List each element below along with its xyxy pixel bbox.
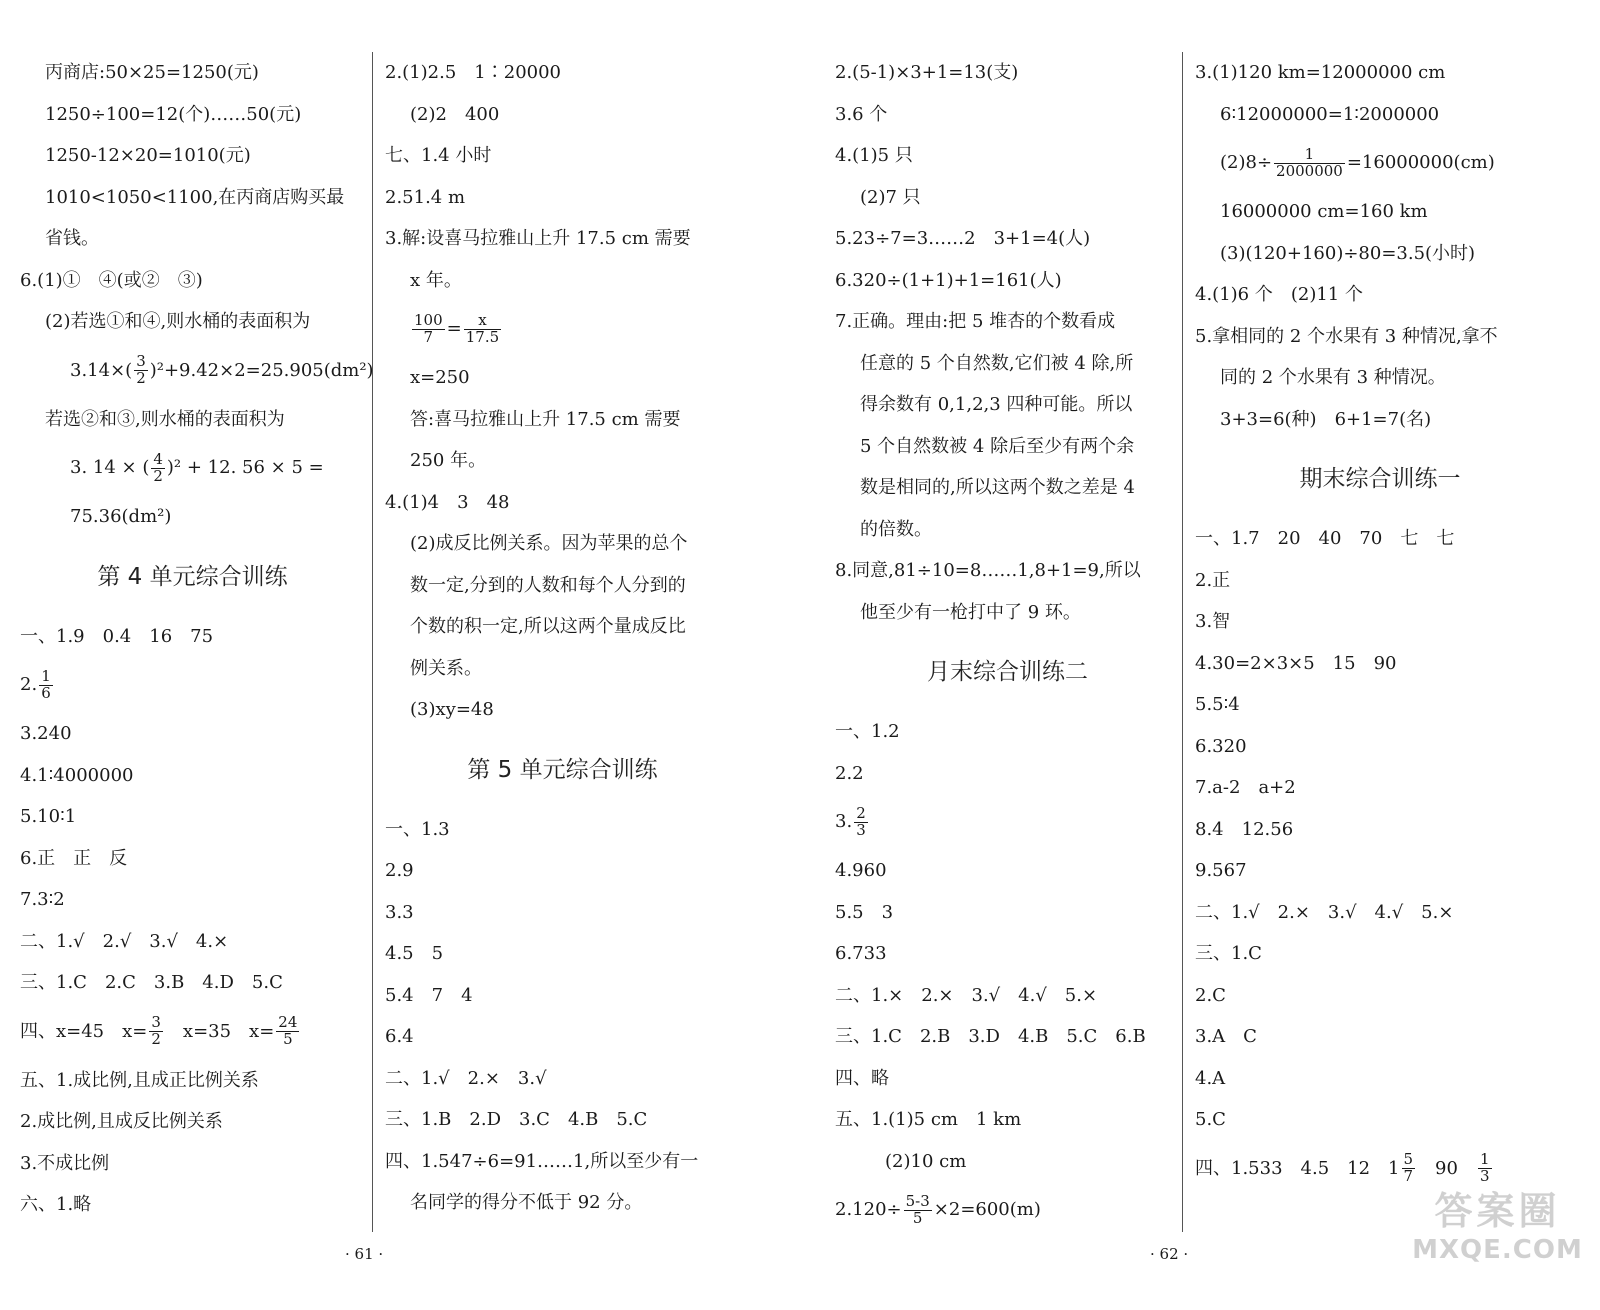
numerator: 5	[1403, 1150, 1414, 1169]
numerator: 24	[278, 1013, 298, 1032]
answer-line: 250 年。	[410, 450, 487, 471]
answer-line: 3.3	[385, 901, 414, 923]
answer-line: 六、1.略	[20, 1194, 92, 1215]
answer-line: 7.3∶2	[20, 889, 65, 910]
answer-line: 5.拿相同的 2 个水果有 3 种情况,拿不	[1195, 325, 1498, 347]
expression-text: =	[446, 318, 462, 339]
answer-line: 2.51.4 m	[385, 186, 466, 208]
answer-column-2	[385, 52, 740, 1224]
answer-line: 二、1.√ 2.√ 3.√ 4.×	[20, 930, 229, 952]
fraction	[904, 1191, 932, 1227]
answer-line: 6.(1)① ④(或② ③)	[20, 269, 203, 291]
answer-line: 7.a-2 a+2	[1195, 777, 1296, 798]
answer-line: 三、1.C 2.B 3.D 4.B 5.C 6.B	[835, 1026, 1146, 1047]
numerator: 5-3	[905, 1191, 930, 1210]
fraction	[464, 310, 501, 346]
answer-line: 一、1.7 20 40 70 七 七	[1195, 528, 1455, 549]
answer-line: 6∶12000000=1∶2000000	[1220, 103, 1440, 125]
answer-line: 数是相同的,所以这两个数之差是 4	[860, 477, 1135, 498]
section-title: 月末综合训练二	[927, 659, 1088, 685]
fraction	[134, 354, 148, 387]
answer-line: 6.320	[1195, 735, 1247, 757]
answer-line: 1010<1050<1100,在丙商店购买最	[45, 186, 345, 208]
section-title: 第 5 单元综合训练	[467, 756, 658, 783]
watermark-logo	[1410, 1180, 1585, 1280]
answer-line: 1250÷100=12(个)……50(元)	[45, 103, 302, 125]
answer-line: 四、略	[835, 1067, 889, 1089]
numerator: 100	[414, 310, 443, 329]
expression-text: 3. 14 × (	[70, 457, 150, 478]
answer-line: 二、1.√ 2.× 3.√ 4.√ 5.×	[1195, 901, 1454, 923]
answer-line: 3.智	[1195, 611, 1231, 632]
answer-line: 丙商店:50×25=1250(元)	[45, 62, 259, 83]
answer-line: 名同学的得分不低于 92 分。	[410, 1192, 643, 1213]
answer-line: 2.(1)2.5 1∶20000	[385, 62, 562, 83]
expression-text: 3.14×(	[70, 359, 133, 381]
expression-text: 90	[1417, 1157, 1476, 1179]
expression-text: 四、x=45 x=	[20, 1020, 148, 1042]
answer-line: 三、1.C	[1195, 943, 1262, 964]
answer-line	[20, 440, 365, 496]
column-divider	[1182, 52, 1183, 1232]
answer-line: (2)10 cm	[885, 1150, 967, 1172]
denominator: 2	[136, 369, 146, 387]
page-number-left: · 61 ·	[345, 1245, 384, 1263]
fraction	[149, 1015, 163, 1048]
answer-line: (3)xy=48	[410, 699, 494, 720]
numerator: 3	[136, 352, 146, 371]
fraction	[412, 310, 445, 346]
answer-line: 若选②和③,则水桶的表面积为	[45, 408, 285, 430]
answer-line: 4.(1)5 只	[835, 145, 913, 166]
answer-line: 8.4 12.56	[1195, 818, 1294, 840]
answer-line: 数一定,分到的人数和每个人分到的	[410, 574, 686, 596]
answer-line: 三、1.B 2.D 3.C 4.B 5.C	[385, 1109, 648, 1130]
denominator: 6	[41, 683, 51, 702]
section-title: 第 4 单元综合训练	[97, 563, 288, 590]
numerator: 2	[856, 803, 866, 822]
denominator: 3	[856, 820, 866, 839]
answer-line: 省钱。	[45, 228, 99, 249]
expression-text: x=35 x=	[164, 1020, 275, 1042]
answer-line: 3.解:设喜马拉雅山上升 17.5 cm 需要	[385, 228, 691, 249]
answer-line: 5 个自然数被 4 除后至少有两个余	[860, 435, 1135, 457]
answer-line: 一、1.2	[835, 721, 900, 742]
fraction	[1274, 144, 1345, 180]
answer-line: 例关系。	[410, 657, 482, 679]
denominator: 7	[1403, 1167, 1414, 1185]
answer-column-4	[1195, 52, 1565, 1197]
denominator: 2	[153, 466, 163, 485]
answer-line: 4.(1)4 3 48	[385, 491, 510, 513]
answer-line: 的倍数。	[860, 518, 932, 540]
answer-line: 4.960	[835, 860, 887, 881]
denominator: 5	[283, 1030, 293, 1048]
answer-line: 2.(5-1)×3+1=13(支)	[835, 62, 1019, 83]
denominator: 7	[423, 327, 434, 346]
answer-line: 8.同意,81÷10=8……1,8+1=9,所以	[835, 560, 1141, 581]
numerator: 4	[153, 449, 163, 468]
answer-line: (2)成反比例关系。因为苹果的总个	[410, 533, 688, 554]
numerator: 1	[1479, 1150, 1490, 1169]
answer-line: 3.(1)120 km=12000000 cm	[1195, 62, 1446, 83]
answer-line: 他至少有一枪打中了 9 环。	[860, 601, 1081, 623]
page-number-right: · 62 ·	[1150, 1245, 1189, 1263]
answer-line: 4.1∶4000000	[20, 764, 134, 786]
denominator: 17.5	[465, 327, 500, 346]
answer-line: (2)若选①和④,则水桶的表面积为	[45, 311, 311, 332]
answer-line: 个数的积一定,所以这两个量成反比	[410, 616, 686, 637]
answer-line	[20, 343, 374, 399]
answer-line: 5.23÷7=3……2 3+1=4(人)	[835, 228, 1091, 249]
answer-line: 6.正 正 反	[20, 847, 128, 869]
answer-line: 6.733	[835, 943, 887, 964]
numerator: 3	[151, 1013, 161, 1032]
denominator: 2	[151, 1030, 161, 1048]
answer-line	[20, 1004, 365, 1060]
answer-line: 9.567	[1195, 860, 1247, 881]
answer-line: 2.9	[385, 860, 414, 881]
answer-line: 3.6 个	[835, 103, 888, 125]
answer-line	[1195, 135, 1565, 191]
numerator: 1	[41, 666, 51, 685]
fraction	[854, 803, 868, 839]
answer-line: 得余数有 0,1,2,3 四种可能。所以	[860, 394, 1133, 415]
answer-line: 4.A	[1195, 1067, 1226, 1089]
numerator: x	[464, 313, 501, 330]
answer-line: 二、1.√ 2.× 3.√	[385, 1067, 547, 1089]
fraction	[151, 449, 165, 485]
answer-line: 5.4 7 4	[385, 984, 473, 1006]
fraction	[39, 666, 53, 702]
answer-line: x 年。	[410, 269, 462, 291]
answer-line: 16000000 cm=160 km	[1220, 201, 1428, 222]
expression-text: 3.	[835, 811, 853, 832]
answer-line: 2.成比例,且成反比例关系	[20, 1111, 223, 1132]
answer-line: 3.A C	[1195, 1026, 1257, 1047]
answer-line: 2.C	[1195, 984, 1226, 1006]
answer-line: 4.30=2×3×5 15 90	[1195, 652, 1397, 674]
answer-line: (2)7 只	[860, 186, 921, 208]
answer-line: 七、1.4 小时	[385, 145, 492, 166]
answer-line: 7.正确。理由:把 5 堆杏的个数看成	[835, 311, 1116, 332]
answer-line: 一、1.3	[385, 818, 450, 840]
answer-line: 1250-12×20=1010(元)	[45, 145, 251, 166]
answer-line: 3.240	[20, 723, 72, 744]
expression-text: (2)8÷	[1220, 152, 1273, 173]
answer-line: 四、1.547÷6=91……1,所以至少有一	[385, 1150, 699, 1172]
denominator: 3	[1479, 1167, 1490, 1185]
answer-line	[835, 1182, 1180, 1238]
expression-text: 四、1.533 4.5 12 1	[1195, 1157, 1400, 1179]
answer-line: 2.正	[1195, 569, 1231, 591]
answer-line: 2.2	[835, 762, 864, 784]
expression-text: ×2=600(m)	[933, 1199, 1041, 1220]
expression-text: )² + 12. 56 × 5 =	[166, 457, 324, 478]
denominator: 5	[912, 1208, 923, 1227]
expression-text: 2.120÷	[835, 1199, 902, 1220]
answer-line: 三、1.C 2.C 3.B 4.D 5.C	[20, 972, 283, 993]
answer-line: 同的 2 个水果有 3 种情况。	[1220, 367, 1446, 388]
answer-line: 5.5∶4	[1195, 694, 1240, 715]
answer-column-1	[20, 52, 374, 1226]
watermark-url: MXQE.COM	[1412, 1235, 1583, 1265]
answer-line: 五、1.(1)5 cm 1 km	[835, 1109, 1022, 1130]
expression-text: =16000000(cm)	[1346, 152, 1495, 173]
expression-text: 2.	[20, 674, 38, 695]
column-divider	[372, 52, 373, 1232]
answer-line: (2)2 400	[410, 103, 500, 125]
answer-line: x=250	[410, 367, 470, 388]
answer-line: (3)(120+160)÷80=3.5(小时)	[1220, 242, 1476, 264]
answer-line: 答:喜马拉雅山上升 17.5 cm 需要	[410, 408, 681, 430]
answer-column-3	[835, 52, 1180, 1238]
answer-line: 4.(1)6 个 (2)11 个	[1195, 284, 1363, 305]
answer-line: 5.5 3	[835, 901, 894, 923]
answer-line: 一、1.9 0.4 16 75	[20, 625, 214, 647]
answer-line: 任意的 5 个自然数,它们被 4 除,所	[860, 352, 1134, 374]
answer-line: 75.36(dm²)	[70, 506, 172, 527]
answer-line: 6.320÷(1+1)+1=161(人)	[835, 269, 1062, 291]
answer-line: 五、1.成比例,且成正比例关系	[20, 1069, 259, 1091]
fraction	[276, 1015, 299, 1048]
answer-line	[20, 657, 365, 713]
answer-line: 6.4	[385, 1026, 414, 1047]
answer-line	[385, 301, 740, 357]
answer-line: 3+3=6(种) 6+1=7(名)	[1220, 408, 1432, 430]
answer-line: 5.C	[1195, 1109, 1226, 1130]
answer-line: 5.10∶1	[20, 806, 77, 827]
watermark-title: 答案圈	[1434, 1189, 1561, 1233]
answer-line: 3.不成比例	[20, 1152, 110, 1174]
expression-text: )²+9.42×2=25.905(dm²)	[149, 359, 374, 381]
answer-line: 4.5 5	[385, 943, 444, 964]
answer-line	[835, 794, 1180, 850]
denominator: 2000000	[1276, 161, 1343, 180]
answer-line: 二、1.× 2.× 3.√ 4.√ 5.×	[835, 984, 1098, 1006]
numerator: 1	[1274, 147, 1345, 164]
section-title: 期末综合训练一	[1299, 466, 1461, 492]
